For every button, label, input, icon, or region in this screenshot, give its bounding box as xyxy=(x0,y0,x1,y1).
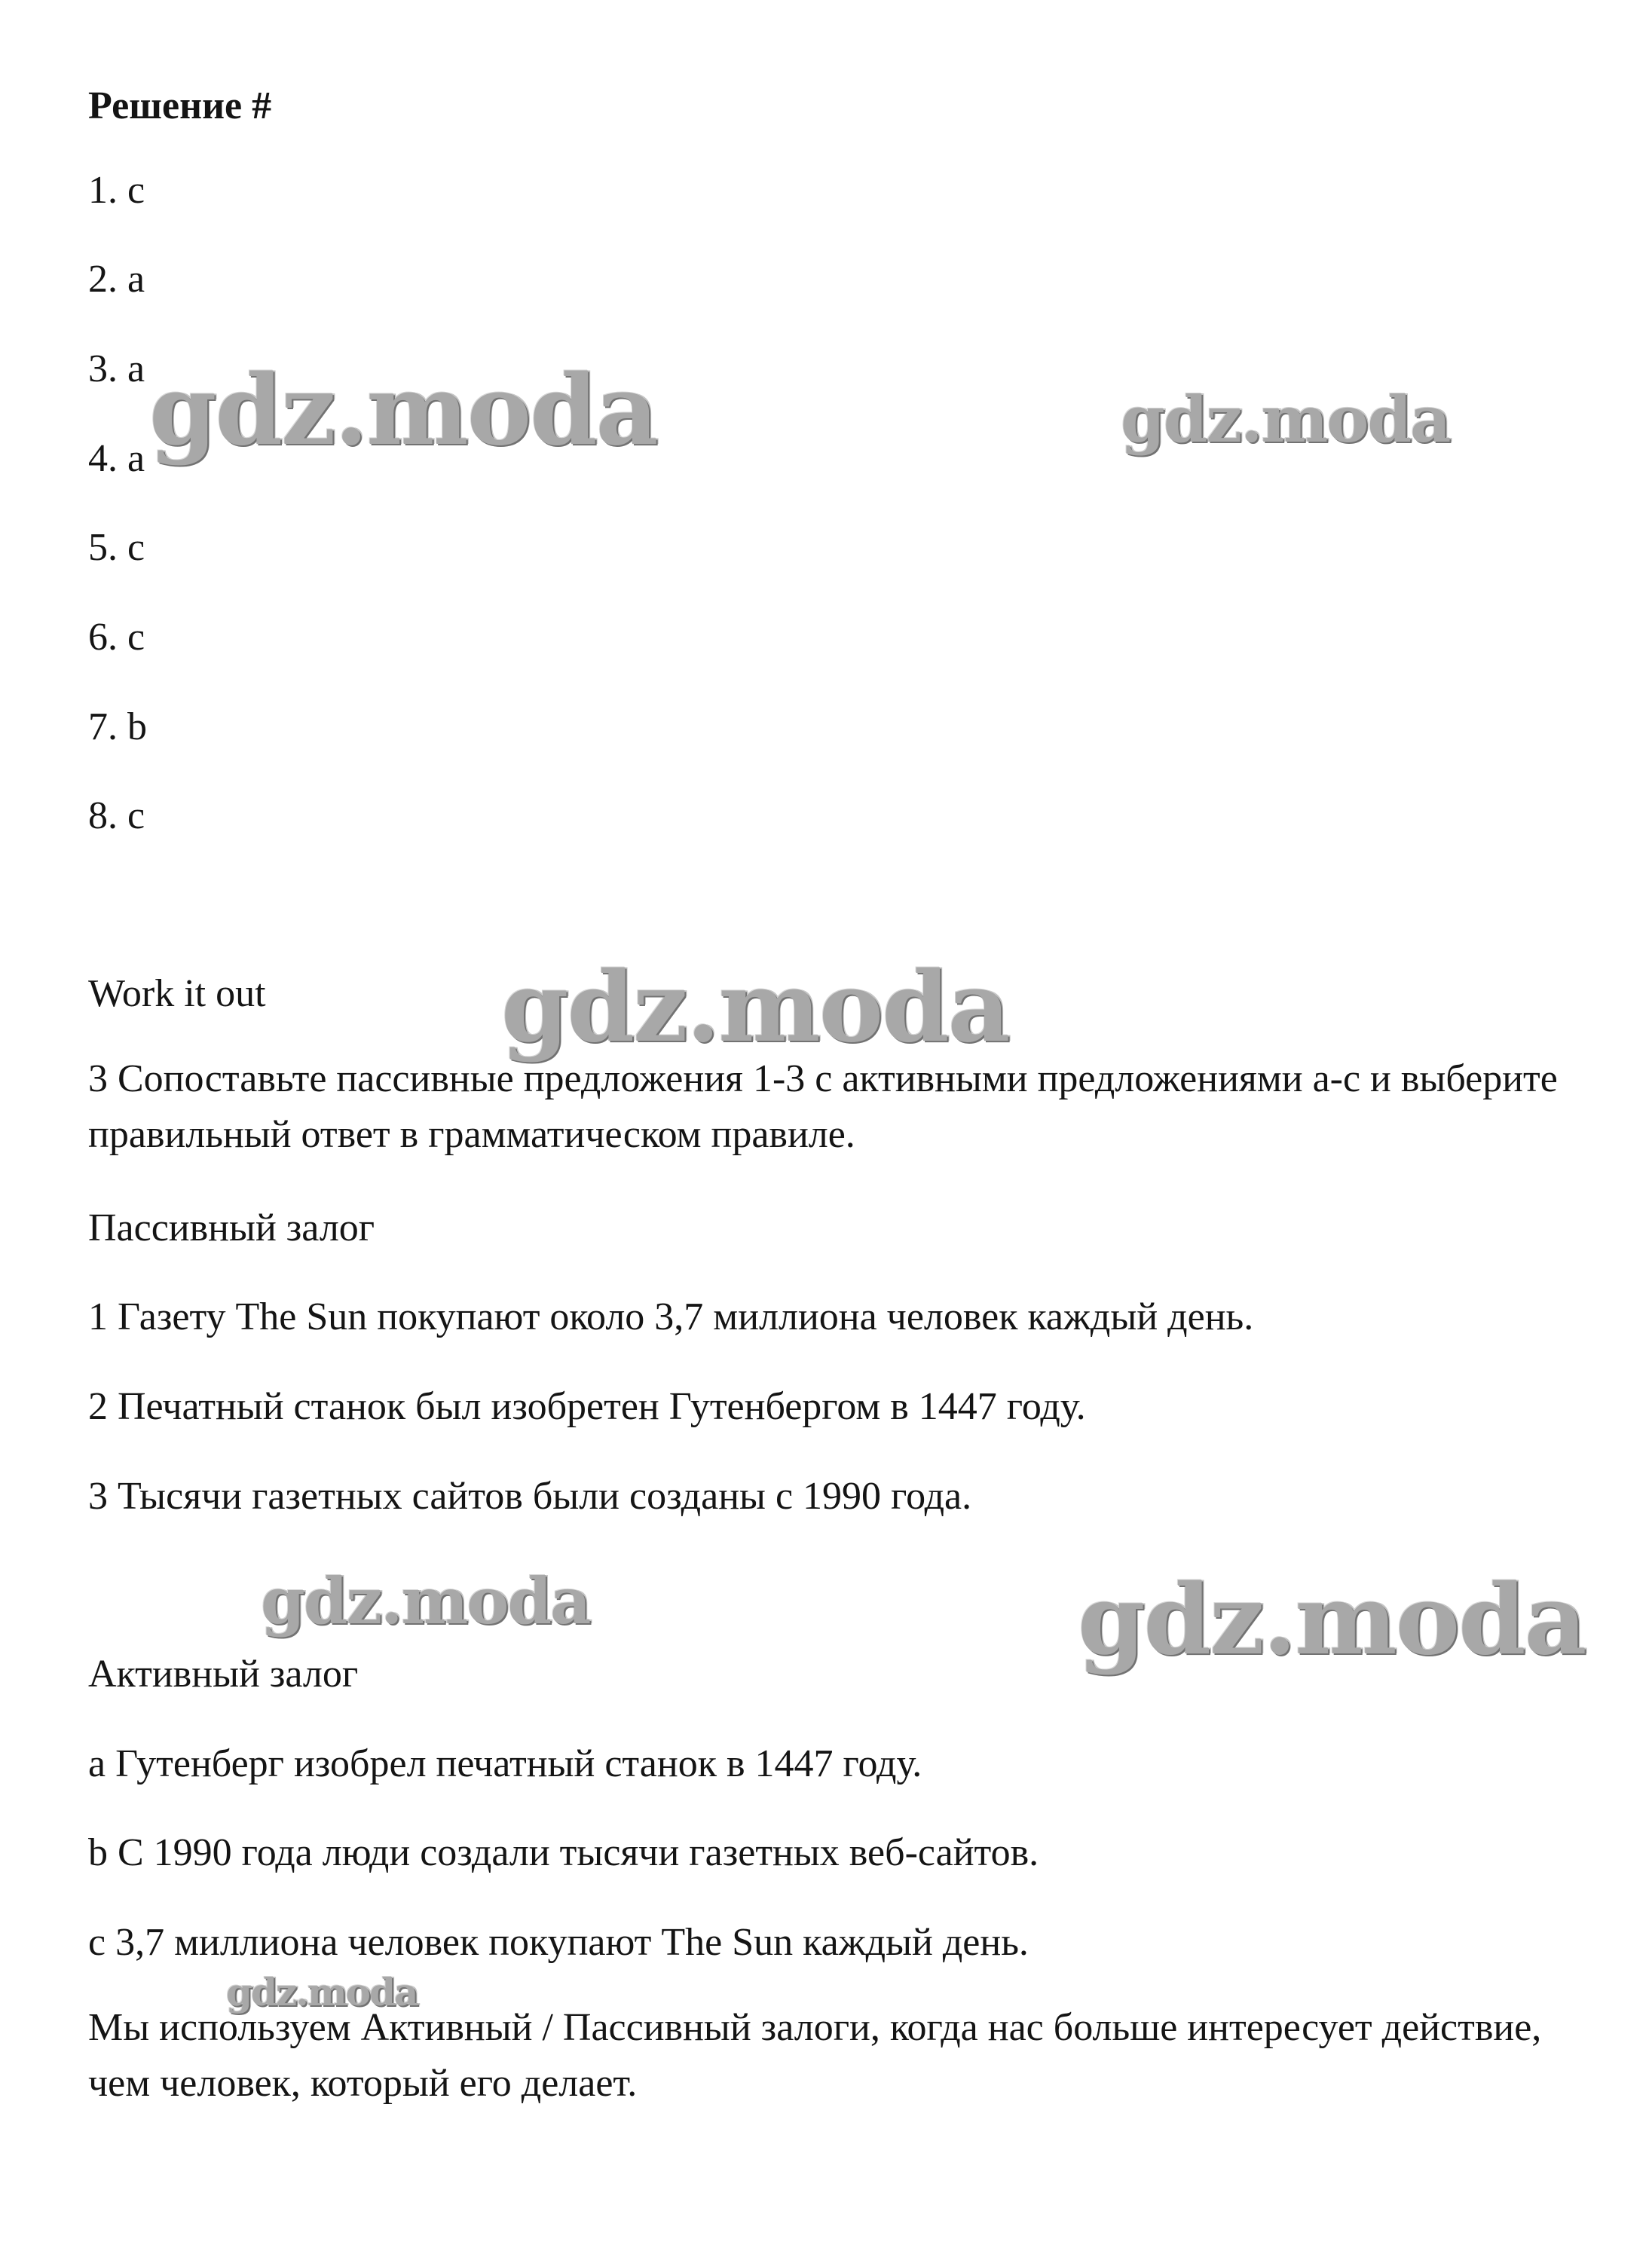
watermark-logo: gdz.moda xyxy=(149,354,657,467)
watermark-logo: gdz.moda xyxy=(226,1970,418,2014)
watermark-logo: gdz.moda xyxy=(1121,382,1450,457)
active-heading: Активный залог xyxy=(88,1653,359,1696)
answer-8: 8. c xyxy=(88,794,145,837)
answer-3: 3. a xyxy=(88,347,145,390)
answer-2: 2. a xyxy=(88,258,145,301)
answer-5: 5. c xyxy=(88,526,145,569)
passive-item-2: 2 Печатный станок был изобретен Гутенбергом в 1447 году. xyxy=(88,1385,1086,1428)
grammar-rule: Мы используем Активный / Пассивный залоги, когда нас больше интересует действие, чем человек, который его делает. xyxy=(88,2006,1542,2105)
section-title: Work it out xyxy=(88,972,266,1015)
answer-1: 1. c xyxy=(88,169,145,212)
task-text: 3 Сопоставьте пассивные предложения 1-3 с активными предложениями a-c и выберите правильный ответ в грамматическом правиле. xyxy=(88,1057,1558,1156)
answer-4: 4. a xyxy=(88,437,145,480)
passive-item-1: 1 Газету The Sun покупают около 3,7 миллиона человек каждый день. xyxy=(88,1295,1254,1338)
active-item-b: b С 1990 года люди создали тысячи газетных веб-сайтов. xyxy=(88,1831,1039,1874)
answer-6: 6. c xyxy=(88,616,145,659)
active-item-c: c 3,7 миллиона человек покупают The Sun каждый день. xyxy=(88,1921,1029,1964)
watermark-logo: gdz.moda xyxy=(1078,1564,1586,1677)
passive-heading: Пассивный залог xyxy=(88,1207,375,1249)
solution-heading: Решение # xyxy=(88,84,272,127)
active-item-a: a Гутенберг изобрел печатный станок в 1447 году. xyxy=(88,1742,922,1785)
watermark-logo: gdz.moda xyxy=(261,1564,590,1638)
answer-7: 7. b xyxy=(88,705,147,748)
watermark-logo: gdz.moda xyxy=(501,951,1009,1064)
passive-item-3: 3 Тысячи газетных сайтов были созданы с 1990 года. xyxy=(88,1475,972,1518)
